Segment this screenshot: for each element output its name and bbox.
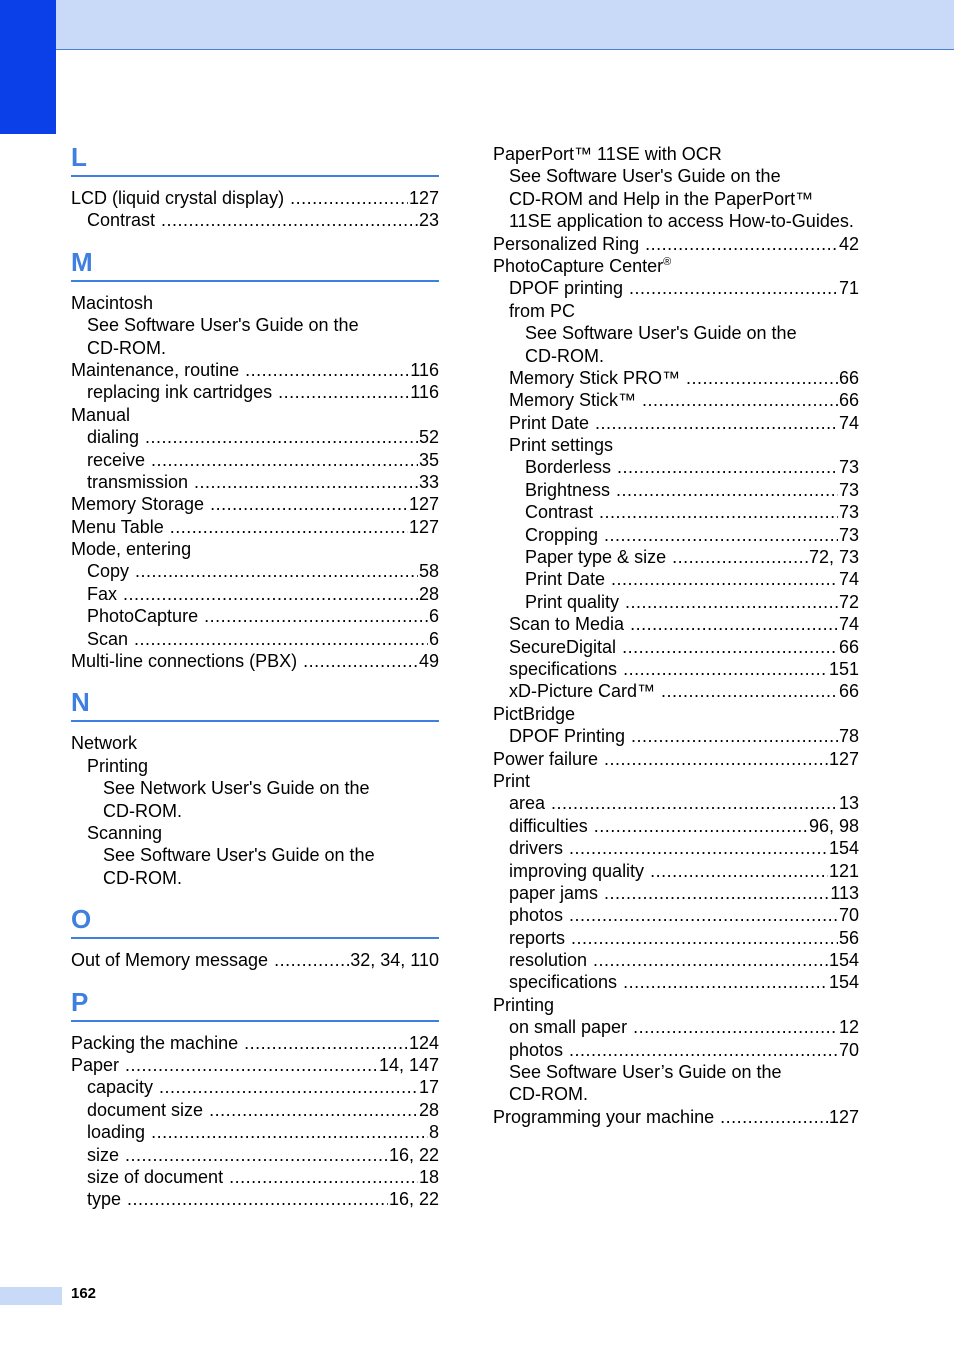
header-band bbox=[0, 0, 954, 50]
index-column-left bbox=[71, 141, 439, 1211]
entry-term: Mode, entering bbox=[71, 539, 192, 560]
entry-page-ref: 127 bbox=[408, 516, 439, 537]
dot-leader bbox=[594, 815, 808, 837]
dot-leader bbox=[569, 837, 828, 859]
index-entry bbox=[71, 1166, 439, 1188]
index-entry bbox=[493, 748, 859, 770]
entry-term: photos bbox=[509, 1039, 564, 1060]
index-heading bbox=[71, 822, 439, 844]
dot-leader bbox=[151, 449, 418, 471]
dot-leader bbox=[204, 605, 428, 627]
entry-term: drivers bbox=[509, 838, 564, 859]
index-entry bbox=[71, 560, 439, 582]
index-entry bbox=[493, 613, 859, 635]
entry-term: Printing bbox=[87, 755, 149, 776]
index-entry bbox=[71, 381, 439, 403]
entry-term: CD-ROM and Help in the PaperPort™ bbox=[509, 188, 814, 209]
dot-leader bbox=[170, 516, 408, 538]
index-entry bbox=[493, 1016, 859, 1038]
entry-term: PhotoCapture Center bbox=[493, 255, 664, 276]
entry-term: Cropping bbox=[525, 524, 599, 545]
index-section bbox=[71, 141, 439, 232]
dot-leader bbox=[645, 233, 838, 255]
index-heading bbox=[71, 844, 439, 866]
entry-page-ref: 56 bbox=[838, 927, 859, 948]
entry-page-ref: 116 bbox=[410, 359, 439, 380]
entry-term: Print settings bbox=[509, 435, 614, 456]
entry-term: transmission bbox=[87, 471, 189, 492]
index-entry bbox=[71, 471, 439, 493]
entry-term: Print Date bbox=[509, 412, 590, 433]
entry-term: Memory Storage bbox=[71, 494, 205, 515]
entry-term: CD-ROM. bbox=[103, 867, 182, 888]
index-entry bbox=[493, 971, 859, 993]
entry-term: from PC bbox=[509, 300, 576, 321]
entry-term: Memory Stick PRO™ bbox=[509, 367, 681, 388]
index-heading bbox=[71, 732, 439, 754]
entry-term: specifications bbox=[509, 658, 618, 679]
section-letter: M bbox=[71, 246, 439, 282]
index-entry bbox=[493, 524, 859, 546]
entry-term: Personalized Ring bbox=[493, 233, 640, 254]
dot-leader bbox=[642, 389, 838, 411]
dot-leader bbox=[151, 1121, 428, 1143]
entry-term: Printing bbox=[493, 994, 555, 1015]
entry-term: on small paper bbox=[509, 1017, 628, 1038]
entry-page-ref: 18 bbox=[418, 1166, 439, 1187]
entry-term: DPOF Printing bbox=[509, 726, 626, 747]
index-entry bbox=[493, 792, 859, 814]
footer-bar bbox=[0, 1287, 62, 1305]
entry-term: loading bbox=[87, 1122, 146, 1143]
index-entry bbox=[71, 516, 439, 538]
index-entry bbox=[493, 904, 859, 926]
dot-leader bbox=[599, 501, 838, 523]
entry-page-ref: 70 bbox=[838, 905, 859, 926]
entry-page-ref: 70 bbox=[838, 1039, 859, 1060]
entry-term: receive bbox=[87, 449, 146, 470]
entry-term: Print quality bbox=[525, 591, 620, 612]
entry-page-ref: 32, 34, 110 bbox=[350, 950, 439, 971]
index-entry bbox=[71, 1188, 439, 1210]
entry-page-ref: 127 bbox=[828, 748, 859, 769]
entry-term: document size bbox=[87, 1099, 204, 1120]
entry-page-ref: 66 bbox=[838, 390, 859, 411]
index-section bbox=[71, 986, 439, 1211]
entry-page-ref: 154 bbox=[828, 950, 859, 971]
index-entry bbox=[493, 658, 859, 680]
entry-term: Power failure bbox=[493, 748, 599, 769]
dot-leader bbox=[135, 560, 418, 582]
index-heading bbox=[71, 800, 439, 822]
entry-term: Print Date bbox=[525, 569, 606, 590]
index-entry bbox=[493, 546, 859, 568]
entry-term: PhotoCapture bbox=[87, 606, 199, 627]
index-heading bbox=[493, 1061, 859, 1083]
entry-page-ref: 17 bbox=[418, 1077, 439, 1098]
index-heading bbox=[71, 867, 439, 889]
index-entry bbox=[71, 1144, 439, 1166]
entry-page-ref: 42 bbox=[838, 233, 859, 254]
entry-term: resolution bbox=[509, 950, 588, 971]
entry-term: area bbox=[509, 793, 546, 814]
index-heading bbox=[71, 777, 439, 799]
dot-leader bbox=[125, 1054, 378, 1076]
dot-leader bbox=[631, 725, 838, 747]
entry-term: Scan to Media bbox=[509, 614, 625, 635]
entry-term: Multi-line connections (PBX) bbox=[71, 651, 298, 672]
entry-term: CD-ROM. bbox=[87, 337, 166, 358]
index-entry bbox=[493, 882, 859, 904]
index-entry bbox=[493, 501, 859, 523]
entry-page-ref: 127 bbox=[408, 188, 439, 208]
entry-term: Paper type & size bbox=[525, 547, 667, 568]
dot-leader bbox=[303, 650, 418, 672]
entry-page-ref: 127 bbox=[408, 494, 439, 515]
index-heading bbox=[493, 210, 859, 232]
entry-term: Programming your machine bbox=[493, 1106, 715, 1127]
entry-page-ref: 28 bbox=[418, 1099, 439, 1120]
entry-page-ref: 74 bbox=[838, 614, 859, 635]
index-entry bbox=[493, 277, 859, 299]
index-entry bbox=[493, 233, 859, 255]
index-entry bbox=[493, 860, 859, 882]
entry-page-ref: 66 bbox=[838, 681, 859, 702]
entry-page-ref: 74 bbox=[838, 569, 859, 590]
entry-term: Paper bbox=[71, 1054, 120, 1075]
dot-leader bbox=[650, 860, 828, 882]
entry-page-ref: 127 bbox=[828, 1106, 859, 1127]
entry-term: Print bbox=[493, 770, 531, 791]
dot-leader bbox=[604, 748, 828, 770]
entry-page-ref: 73 bbox=[838, 502, 859, 523]
dot-leader bbox=[244, 1032, 408, 1054]
entry-page-ref: 151 bbox=[828, 658, 859, 679]
index-entry bbox=[493, 479, 859, 501]
dot-leader bbox=[633, 1016, 838, 1038]
dot-leader bbox=[593, 949, 828, 971]
chapter-tab bbox=[0, 0, 56, 134]
index-section bbox=[71, 686, 439, 889]
dot-leader bbox=[278, 381, 409, 403]
entry-term: Memory Stick™ bbox=[509, 390, 637, 411]
index-entry bbox=[71, 449, 439, 471]
index-entry bbox=[71, 1076, 439, 1098]
index-heading bbox=[493, 322, 859, 344]
entry-page-ref: 154 bbox=[828, 838, 859, 859]
section-letter: O bbox=[71, 903, 439, 939]
index-entry bbox=[493, 412, 859, 434]
dot-leader bbox=[672, 546, 808, 568]
index-entry bbox=[493, 815, 859, 837]
entry-term: Scan bbox=[87, 628, 129, 649]
entry-term: Macintosh bbox=[71, 292, 154, 313]
entry-page-ref: 66 bbox=[838, 636, 859, 657]
dot-leader bbox=[604, 882, 829, 904]
index-heading bbox=[493, 434, 859, 456]
dot-leader bbox=[617, 456, 838, 478]
index-entry bbox=[493, 591, 859, 613]
entry-term: photos bbox=[509, 905, 564, 926]
dot-leader bbox=[686, 367, 838, 389]
dot-leader bbox=[661, 680, 838, 702]
index-entry bbox=[493, 927, 859, 949]
entry-page-ref: 72 bbox=[838, 591, 859, 612]
entry-page-ref: 124 bbox=[408, 1032, 439, 1053]
index-heading bbox=[493, 345, 859, 367]
dot-leader bbox=[630, 613, 838, 635]
dot-leader bbox=[616, 479, 838, 501]
dot-leader bbox=[274, 949, 349, 971]
dot-leader bbox=[569, 1039, 838, 1061]
index-entry bbox=[493, 1106, 859, 1128]
index-heading bbox=[493, 1083, 859, 1105]
entry-term: See Software User's Guide on the bbox=[525, 323, 797, 344]
entry-term: specifications bbox=[509, 972, 618, 993]
entry-term: 11SE application to access How-to-Guides. bbox=[509, 211, 854, 232]
entry-term: DPOF printing bbox=[509, 278, 624, 299]
index-heading bbox=[71, 404, 439, 426]
entry-page-ref: 16, 22 bbox=[388, 1189, 439, 1210]
index-heading bbox=[71, 337, 439, 359]
index-entry bbox=[493, 389, 859, 411]
index-heading bbox=[493, 770, 859, 792]
index-entry bbox=[493, 725, 859, 747]
index-entry bbox=[493, 367, 859, 389]
dot-leader bbox=[622, 636, 838, 658]
entry-term: improving quality bbox=[509, 860, 645, 881]
entry-page-ref: 28 bbox=[418, 583, 439, 604]
index-entry bbox=[71, 1121, 439, 1143]
entry-term: type bbox=[87, 1189, 122, 1210]
entry-term: Packing the machine bbox=[71, 1032, 239, 1053]
index-entry bbox=[71, 209, 439, 231]
entry-term: Borderless bbox=[525, 457, 612, 478]
dot-leader bbox=[159, 1076, 418, 1098]
entry-page-ref: 49 bbox=[418, 651, 439, 672]
entry-term: Copy bbox=[87, 561, 130, 582]
entry-page-ref: 73 bbox=[838, 524, 859, 545]
dot-leader bbox=[629, 277, 838, 299]
dot-leader bbox=[209, 1099, 418, 1121]
entry-term: replacing ink cartridges bbox=[87, 382, 273, 403]
index-entry bbox=[71, 650, 439, 672]
entry-page-ref: 113 bbox=[830, 882, 859, 903]
entry-page-ref: 66 bbox=[838, 367, 859, 388]
index-section bbox=[71, 246, 439, 673]
entry-term: CD-ROM. bbox=[103, 800, 182, 821]
entry-page-ref: 52 bbox=[418, 427, 439, 448]
entry-term: Menu Table bbox=[71, 516, 164, 537]
index-heading bbox=[71, 755, 439, 777]
dot-leader bbox=[551, 792, 838, 814]
entry-term: CD-ROM. bbox=[525, 345, 604, 366]
entry-page-ref: 74 bbox=[838, 412, 859, 433]
dot-leader bbox=[161, 209, 418, 231]
index-heading bbox=[493, 165, 859, 187]
index-heading bbox=[71, 292, 439, 314]
index-column-right bbox=[493, 143, 859, 1128]
entry-page-ref: 71 bbox=[838, 278, 859, 299]
entry-term: Scanning bbox=[87, 822, 163, 843]
index-entry bbox=[493, 636, 859, 658]
dot-leader bbox=[290, 187, 408, 209]
index-entry bbox=[71, 187, 439, 209]
dot-leader bbox=[623, 658, 828, 680]
dot-leader bbox=[604, 524, 838, 546]
entry-page-ref: 14, 147 bbox=[378, 1054, 439, 1075]
index-entry bbox=[71, 628, 439, 650]
dot-leader bbox=[720, 1106, 828, 1128]
entry-page-ref: 16, 22 bbox=[388, 1144, 439, 1165]
entry-term: Network bbox=[71, 733, 138, 754]
index-entry bbox=[493, 456, 859, 478]
entry-term: size bbox=[87, 1144, 120, 1165]
entry-page-ref: 12 bbox=[838, 1017, 859, 1038]
dot-leader bbox=[123, 583, 418, 605]
dot-leader bbox=[127, 1188, 388, 1210]
index-heading bbox=[493, 255, 859, 277]
dot-leader bbox=[569, 904, 838, 926]
entry-page-ref: 73 bbox=[838, 479, 859, 500]
index-entry bbox=[71, 426, 439, 448]
index-entry bbox=[493, 837, 859, 859]
index-entry bbox=[71, 359, 439, 381]
entry-page-ref: 78 bbox=[838, 726, 859, 747]
entry-page-ref: 72, 73 bbox=[808, 547, 859, 568]
index-section bbox=[71, 903, 439, 971]
entry-term: See Software User’s Guide on the bbox=[509, 1062, 782, 1083]
entry-term: SecureDigital bbox=[509, 636, 617, 657]
index-entry bbox=[71, 583, 439, 605]
entry-term: See Software User's Guide on the bbox=[509, 166, 781, 187]
dot-leader bbox=[194, 471, 418, 493]
index-heading bbox=[493, 143, 859, 165]
entry-term: PictBridge bbox=[493, 703, 576, 724]
entry-page-ref: 6 bbox=[428, 628, 439, 649]
entry-term: Brightness bbox=[525, 479, 611, 500]
index-entry bbox=[493, 568, 859, 590]
entry-page-ref: 116 bbox=[410, 382, 439, 403]
dot-leader bbox=[595, 412, 838, 434]
dot-leader bbox=[210, 493, 408, 515]
index-heading bbox=[493, 994, 859, 1016]
dot-leader bbox=[134, 628, 428, 650]
index-heading bbox=[493, 703, 859, 725]
entry-page-ref: 58 bbox=[418, 561, 439, 582]
entry-page-ref: 8 bbox=[428, 1122, 439, 1143]
dot-leader bbox=[145, 426, 418, 448]
index-heading bbox=[493, 300, 859, 322]
entry-term: reports bbox=[509, 927, 566, 948]
registered-mark: ® bbox=[663, 255, 672, 268]
index-heading bbox=[71, 314, 439, 336]
entry-page-ref: 121 bbox=[828, 860, 859, 881]
dot-leader bbox=[625, 591, 838, 613]
dot-leader bbox=[125, 1144, 388, 1166]
entry-term: Fax bbox=[87, 583, 118, 604]
index-heading bbox=[493, 188, 859, 210]
entry-page-ref: 13 bbox=[838, 793, 859, 814]
entry-term: See Software User's Guide on the bbox=[87, 315, 359, 336]
section-letter: P bbox=[71, 986, 439, 1022]
dot-leader bbox=[571, 927, 838, 949]
entry-term: dialing bbox=[87, 427, 140, 448]
entry-page-ref: 33 bbox=[418, 471, 439, 492]
entry-page-ref: 23 bbox=[418, 210, 439, 231]
index-heading bbox=[71, 538, 439, 560]
entry-page-ref: 154 bbox=[828, 972, 859, 993]
entry-term: Manual bbox=[71, 404, 131, 425]
section-letter: L bbox=[71, 141, 439, 177]
index-entry bbox=[71, 605, 439, 627]
index-entry bbox=[71, 1099, 439, 1121]
entry-term: capacity bbox=[87, 1077, 154, 1098]
index-entry bbox=[493, 680, 859, 702]
index-entry bbox=[71, 493, 439, 515]
index-entry bbox=[71, 1054, 439, 1076]
index-entry bbox=[71, 1032, 439, 1054]
entry-page-ref: 35 bbox=[418, 449, 439, 470]
entry-page-ref: 73 bbox=[838, 457, 859, 478]
page-number: 162 bbox=[71, 1285, 97, 1302]
section-letter: N bbox=[71, 686, 439, 722]
entry-term: LCD (liquid crystal display) bbox=[71, 188, 285, 208]
index-entry bbox=[71, 949, 439, 971]
entry-term: Contrast bbox=[87, 210, 156, 231]
dot-leader bbox=[229, 1166, 418, 1188]
entry-term: See Network User's Guide on the bbox=[103, 778, 370, 799]
entry-term: Maintenance, routine bbox=[71, 359, 240, 380]
entry-page-ref: 6 bbox=[428, 606, 439, 627]
entry-term: CD-ROM. bbox=[509, 1084, 588, 1105]
dot-leader bbox=[611, 568, 838, 590]
entry-term: paper jams bbox=[509, 882, 599, 903]
dot-leader bbox=[245, 359, 409, 381]
entry-term: Contrast bbox=[525, 502, 594, 523]
entry-term: Out of Memory message bbox=[71, 950, 269, 971]
index-entry bbox=[493, 949, 859, 971]
entry-term: size of document bbox=[87, 1166, 224, 1187]
entry-page-ref: 96, 98 bbox=[808, 815, 859, 836]
index-entry bbox=[493, 1039, 859, 1061]
entry-term: PaperPort™ 11SE with OCR bbox=[493, 144, 722, 164]
entry-term: See Software User's Guide on the bbox=[103, 845, 375, 866]
entry-term: difficulties bbox=[509, 815, 588, 836]
dot-leader bbox=[623, 971, 828, 993]
entry-term: xD-Picture Card™ bbox=[509, 681, 656, 702]
